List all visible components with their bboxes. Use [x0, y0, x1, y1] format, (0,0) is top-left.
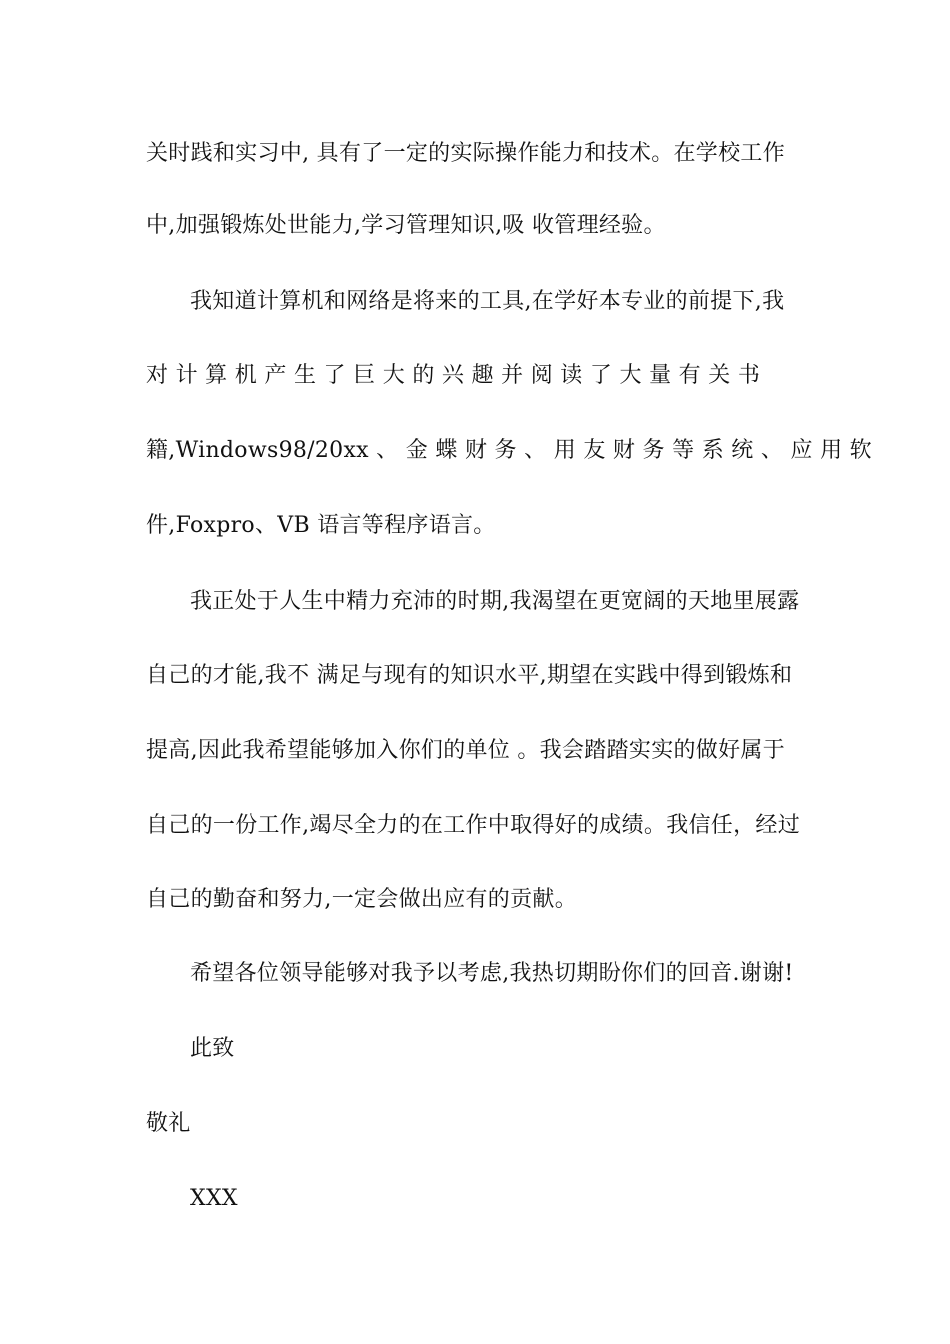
paragraph-line: 对 计 算 机 产 生 了 巨 大 的 兴 趣 并 阅 读 了 大 量 有 关 书: [146, 363, 761, 388]
paragraph-line: 我知道计算机和网络是将来的工具,在学好本专业的前提下,我: [190, 289, 785, 314]
paragraph-line: 关时践和实习中, 具有了一定的实际操作能力和技术。在学校工作: [146, 141, 785, 166]
paragraph-line: 籍,Windows98/20xx 、 金 蝶 财 务 、 用 友 财 务 等 系 统 、 应 用 软: [146, 438, 872, 463]
paragraph-line: 自己的勤奋和努力,一定会做出应有的贡献。: [146, 887, 577, 912]
closing-request: 希望各位领导能够对我予以考虑,我热切期盼你们的回音.谢谢!: [190, 961, 794, 986]
paragraph-line: 提高,因此我希望能够加入你们的单位 。我会踏踏实实的做好属于: [146, 738, 785, 763]
paragraph-line: 件,Foxpro、VB 语言等程序语言。: [146, 513, 496, 538]
salutation-regards: 敬礼: [146, 1111, 191, 1136]
salutation-closing: 此致: [190, 1036, 235, 1061]
paragraph-line: 我正处于人生中精力充沛的时期,我渴望在更宽阔的天地里展露: [190, 589, 800, 614]
paragraph-line: 中,加强锻炼处世能力,学习管理知识,吸 收管理经验。: [146, 213, 666, 238]
signature-name: XXX: [190, 1186, 238, 1211]
paragraph-line: 自己的才能,我不 满足与现有的知识水平,期望在实践中得到锻炼和: [146, 663, 793, 688]
paragraph-line: 自己的一份工作,竭尽全力的在工作中取得好的成绩。我信任，经过: [146, 813, 800, 838]
